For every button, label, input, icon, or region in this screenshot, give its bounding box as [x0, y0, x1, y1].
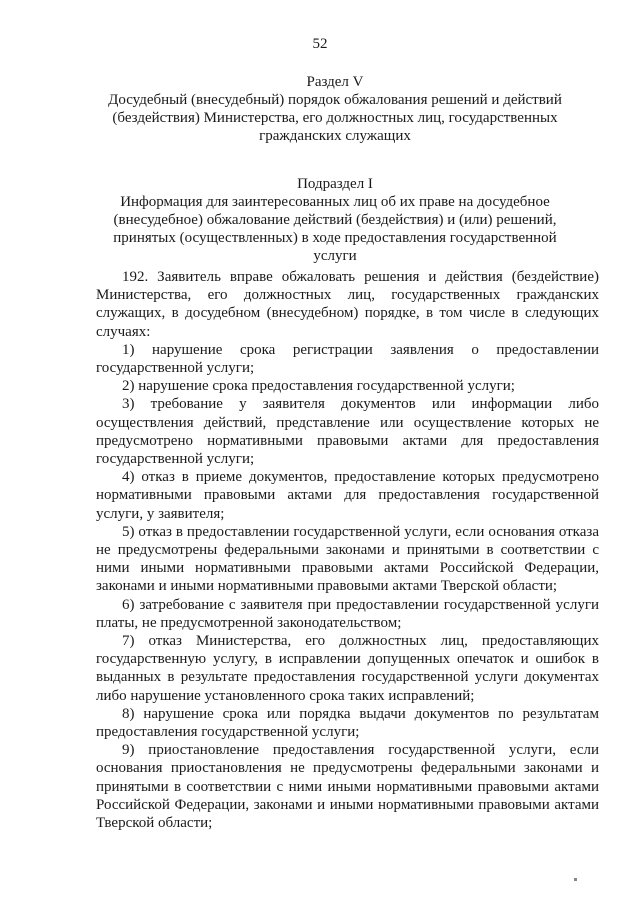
list-item: 1) нарушение срока регистрации заявления о предоставлении государственной услуги;: [96, 341, 599, 377]
list-item: 5) отказ в предоставлении государственной услуги, если основания отказа не предусмотрены федеральными законами и принятыми в соответствии с ними иными нормативными правовыми актами Российской Федерации, законами и иными нормативными правовыми актами Тверской области;: [96, 523, 599, 595]
page-number: 52: [312, 36, 328, 52]
section-label: Раздел V: [306, 74, 364, 90]
subsection-label: Подраздел I: [297, 176, 373, 192]
list-item: 8) нарушение срока или порядка выдачи документов по результатам предоставления государственной услуги;: [96, 705, 599, 741]
list-item: 4) отказ в приеме документов, предоставление которых предусмотрено нормативными правовыми актами для предоставления государственной услуги, у заявителя;: [96, 469, 599, 522]
list-item: 7) отказ Министерства, его должностных лиц, предоставляющих государственную услугу, в исправлении допущенных опечаток и ошибок в выданных в результате предоставления государственной услуги документах либо нарушение установленного срока таких исправлений;: [96, 633, 599, 704]
list-item: 6) затребование с заявителя при предоставлении государственной услуги платы, не предусмотренной законодательством;: [96, 596, 599, 631]
list-item: 3) требование у заявителя документов или информации либо осуществления действий, представление или осуществление которых не предусмотрено нормативными правовыми актами для предоставления государственной услуги;: [96, 396, 599, 468]
list-item: 9) приостановление предоставления государственной услуги, если основания приостановления не предусмотрены федеральными законами и принятыми в соответствии с ними иными нормативными правовыми актами Российской Федерации, законами и иными нормативными правовыми актами Тверской области;: [96, 742, 599, 832]
paragraph-192: 192. Заявитель вправе обжаловать решения и действия (бездействие) Министерства, его должностных лиц, государственных гражданских служащих, в досудебном (внесудебном) порядке, в том числе в следующих случаях:: [96, 269, 599, 340]
scan-speck: [574, 878, 577, 881]
section-title: Досудебный (внесудебный) порядок обжалования решений и действий (бездействия) Министерства, его должностных лиц, государственных гражданских служащих: [108, 92, 562, 144]
document-body: [96, 268, 599, 832]
subsection-title: Информация для заинтересованных лиц об их праве на досудебное (внесудебное) обжалование действий (бездействия) и (или) решений, принятых (осуществленных) в ходе предоставления государственной услуги: [113, 194, 557, 264]
list-item: 2) нарушение срока предоставления государственной услуги;: [122, 378, 515, 395]
